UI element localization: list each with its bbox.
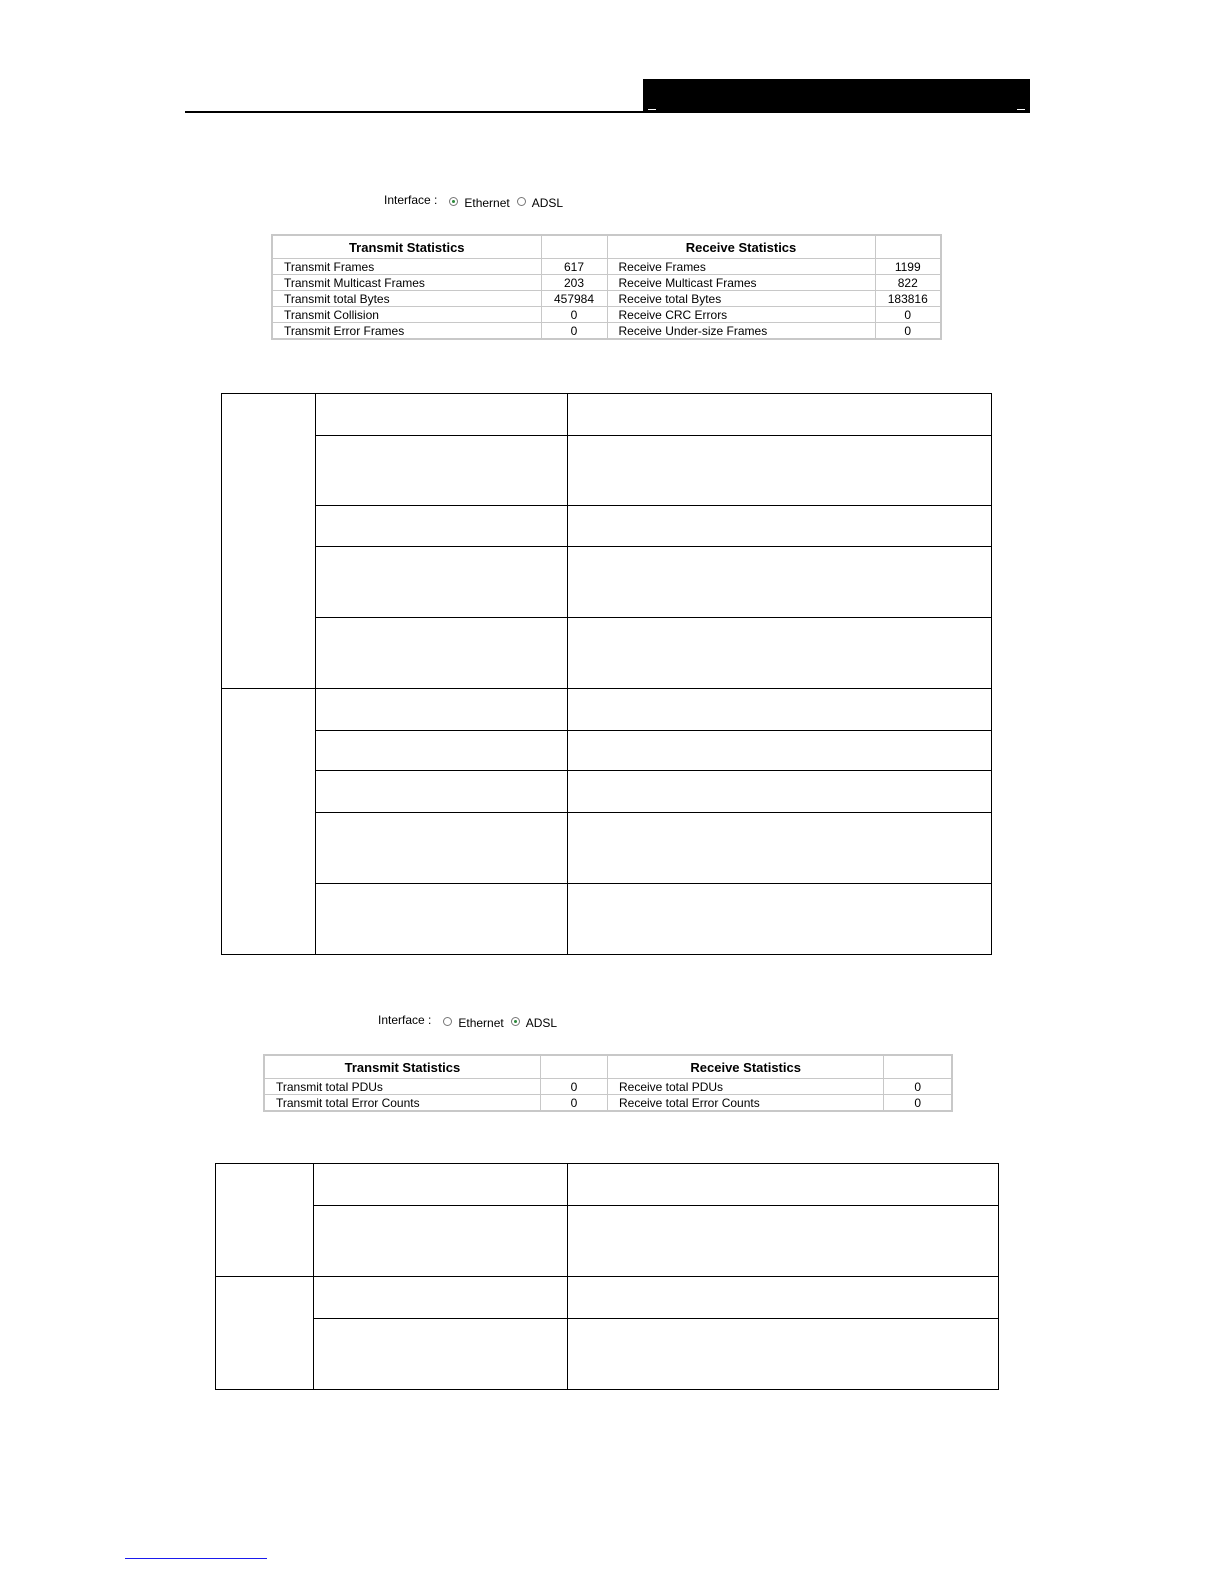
table-row: Transmit total PDUs 0 Receive total PDUs 0 bbox=[264, 1079, 952, 1095]
adsl-stats-table bbox=[263, 1054, 953, 1112]
transmit-header: Transmit Statistics bbox=[272, 235, 541, 259]
receive-header: Receive Statistics bbox=[607, 235, 875, 259]
table-row: Transmit Error Frames 0 Receive Under-size Frames 0 bbox=[272, 323, 941, 340]
radio-adsl[interactable] bbox=[517, 197, 526, 206]
ethernet-stats-table bbox=[271, 234, 942, 340]
transmit-header: Transmit Statistics bbox=[264, 1055, 540, 1079]
radio-ethernet-label[interactable]: Ethernet bbox=[458, 1016, 504, 1030]
header-bar bbox=[643, 79, 1030, 113]
interface-selector-ethernet bbox=[384, 195, 570, 209]
receive-header: Receive Statistics bbox=[607, 1055, 883, 1079]
interface-label: Interface : bbox=[378, 1013, 432, 1027]
radio-adsl[interactable] bbox=[511, 1017, 520, 1026]
ethernet-description-table bbox=[221, 393, 992, 955]
table-row: Transmit Multicast Frames 203 Receive Multicast Frames 822 bbox=[272, 275, 941, 291]
interface-label: Interface : bbox=[384, 193, 438, 207]
radio-ethernet[interactable] bbox=[449, 197, 458, 206]
table-header-row bbox=[272, 235, 941, 259]
radio-ethernet[interactable] bbox=[443, 1017, 452, 1026]
table-row: Transmit Frames 617 Receive Frames 1199 bbox=[272, 259, 941, 275]
radio-adsl-label[interactable]: ADSL bbox=[525, 1016, 558, 1030]
interface-selector-adsl bbox=[378, 1015, 564, 1029]
radio-ethernet-label[interactable]: Ethernet bbox=[464, 196, 510, 210]
table-header-row bbox=[264, 1055, 952, 1079]
adsl-description-table bbox=[215, 1163, 999, 1390]
table-row: Transmit Collision 0 Receive CRC Errors 0 bbox=[272, 307, 941, 323]
radio-adsl-label[interactable]: ADSL bbox=[531, 196, 564, 210]
footer-link-underline[interactable] bbox=[125, 1558, 267, 1559]
table-row: Transmit total Error Counts 0 Receive total Error Counts 0 bbox=[264, 1095, 952, 1112]
table-row: Transmit total Bytes 457984 Receive total Bytes 183816 bbox=[272, 291, 941, 307]
